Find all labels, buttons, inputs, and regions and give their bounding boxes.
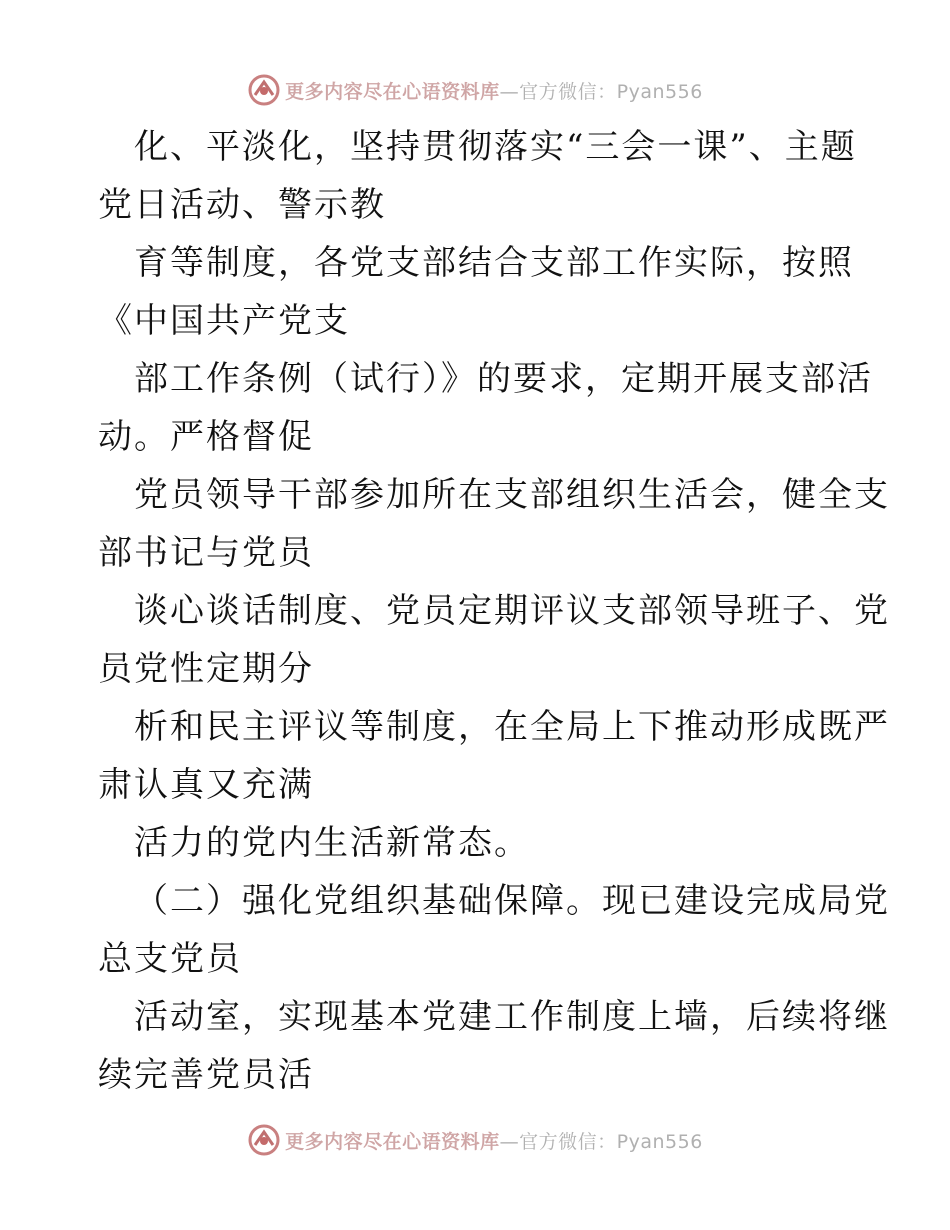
text-line: 活力的党内生活新常态。 — [134, 823, 530, 863]
text-line: 部书记与党员 — [98, 533, 314, 573]
brand-logo-icon — [247, 1123, 281, 1157]
text-line: 续完善党员活 — [98, 1055, 314, 1095]
banner-text — [285, 77, 703, 104]
text-line: 员党性定期分 — [98, 649, 314, 689]
text-line: 析和民主评议等制度，在全局上下推动形成既严 — [134, 707, 890, 747]
text-line: 部工作条例（试行）》的要求，定期开展支部活 — [134, 359, 873, 399]
banner-separator: — — [499, 1130, 520, 1153]
text-line: 党员领导干部参加所在支部组织生活会，健全支 — [134, 475, 890, 515]
banner-text — [285, 1127, 703, 1154]
document-body — [98, 118, 890, 1104]
banner-brand: 更多内容尽在心语资料库 — [285, 80, 500, 103]
text-line: 总支党员 — [98, 939, 242, 979]
banner-wechat: 官方微信：Pyan556 — [519, 1130, 703, 1153]
banner-wechat: 官方微信：Pyan556 — [519, 80, 703, 103]
text-line: 党日活动、警示教 — [98, 185, 386, 225]
text-line: 活动室，实现基本党建工作制度上墙，后续将继 — [134, 997, 890, 1037]
text-line: 《中国共产党支 — [98, 301, 350, 341]
text-line: 育等制度，各党支部结合支部工作实际，按照 — [134, 243, 854, 283]
banner-separator: — — [499, 80, 520, 103]
banner-brand: 更多内容尽在心语资料库 — [285, 1130, 500, 1153]
text-line: 动。严格督促 — [98, 417, 314, 457]
footer-watermark-banner — [0, 1120, 950, 1160]
header-watermark-banner — [0, 70, 950, 110]
text-line: （二）强化党组织基础保障。现已建设完成局党 — [134, 881, 890, 921]
brand-logo-icon — [247, 73, 281, 107]
text-line: 肃认真又充满 — [98, 765, 314, 805]
text-line: 谈心谈话制度、党员定期评议支部领导班子、党 — [134, 591, 890, 631]
text-line: 化、平淡化，坚持贯彻落实“三会一课”、主题 — [134, 127, 857, 167]
